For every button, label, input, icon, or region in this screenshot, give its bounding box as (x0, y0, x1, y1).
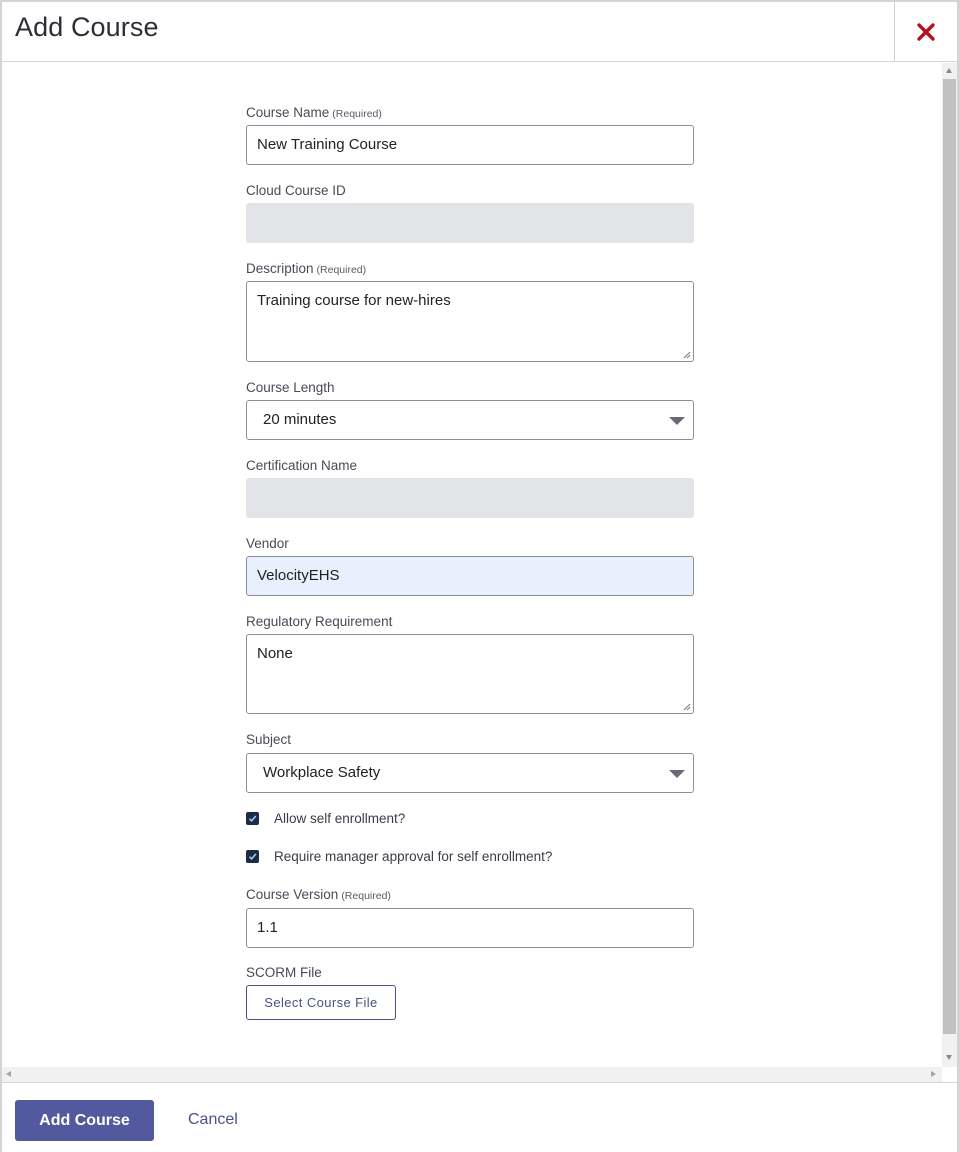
course-version-label-text: Course Version (246, 887, 339, 902)
allow-self-enrollment-label: Allow self enrollment? (274, 810, 406, 826)
add-course-button[interactable]: Add Course (15, 1100, 154, 1141)
course-name-value: New Training Course (257, 136, 398, 153)
description-label (246, 261, 366, 276)
course-length-value: 20 minutes (263, 411, 337, 428)
checkmark-icon (248, 814, 257, 823)
regulatory-requirement-label: Regulatory Requirement (246, 614, 393, 629)
course-version-input[interactable] (246, 908, 694, 948)
certification-name-input (246, 478, 694, 518)
allow-self-enrollment-checkbox[interactable] (246, 812, 259, 825)
resize-grip-icon[interactable] (683, 703, 691, 711)
course-version-value: 1.1 (257, 919, 278, 936)
required-indicator: (Required) (332, 108, 382, 120)
dialog-footer (2, 1082, 957, 1152)
scorm-file-label: SCORM File (246, 965, 322, 980)
dialog-title: Add Course (15, 12, 159, 42)
close-icon (916, 22, 936, 42)
course-name-label (246, 105, 382, 120)
certification-name-label: Certification Name (246, 458, 358, 473)
course-length-label: Course Length (246, 380, 335, 395)
subject-label: Subject (246, 732, 292, 747)
required-indicator: (Required) (341, 890, 391, 902)
require-manager-approval-row (246, 847, 552, 865)
course-length-select[interactable] (246, 400, 694, 440)
resize-grip-icon[interactable] (683, 351, 691, 359)
chevron-down-icon (669, 770, 685, 778)
cancel-link[interactable]: Cancel (188, 1111, 238, 1128)
allow-self-enrollment-row (246, 809, 405, 827)
regulatory-requirement-value: None (257, 645, 293, 662)
course-version-label (246, 887, 391, 902)
description-label-text: Description (246, 261, 314, 276)
subject-value: Workplace Safety (263, 764, 381, 781)
course-name-label-text: Course Name (246, 105, 330, 120)
description-textarea[interactable] (246, 281, 694, 362)
scroll-down-arrow-icon[interactable] (946, 1055, 952, 1060)
chevron-down-icon (669, 417, 685, 425)
horizontal-scrollbar[interactable] (2, 1067, 942, 1082)
checkmark-icon (248, 852, 257, 861)
regulatory-requirement-textarea[interactable] (246, 634, 694, 714)
vendor-label: Vendor (246, 536, 289, 551)
subject-select[interactable] (246, 753, 694, 793)
close-button[interactable] (894, 2, 957, 62)
require-manager-approval-label: Require manager approval for self enrollment? (274, 848, 553, 864)
course-name-input[interactable] (246, 125, 694, 165)
require-manager-approval-checkbox[interactable] (246, 850, 259, 863)
dialog-header (2, 2, 957, 62)
vendor-input[interactable] (246, 556, 694, 596)
cloud-course-id-input (246, 203, 694, 243)
scroll-left-arrow-icon[interactable] (6, 1071, 11, 1077)
vendor-value: VelocityEHS (257, 567, 340, 584)
cloud-course-id-label: Cloud Course ID (246, 183, 346, 198)
scroll-right-arrow-icon[interactable] (931, 1071, 936, 1077)
scroll-up-arrow-icon[interactable] (946, 68, 952, 73)
dialog-body (2, 63, 957, 1082)
required-indicator: (Required) (316, 264, 367, 276)
select-course-file-button[interactable]: Select Course File (246, 985, 396, 1020)
vertical-scrollbar[interactable] (942, 63, 957, 1067)
description-value: Training course for new-hires (257, 292, 451, 309)
scrollbar-thumb[interactable] (943, 79, 956, 1034)
